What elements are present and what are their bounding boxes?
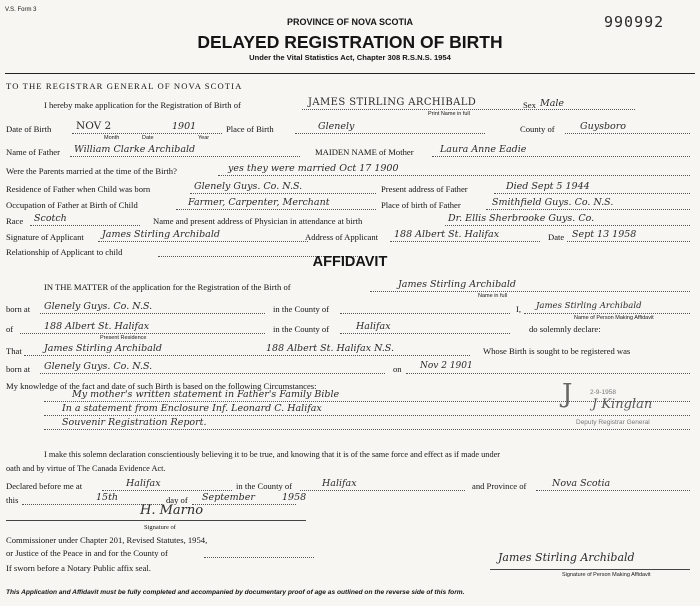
signature-of-hint: Signature of bbox=[144, 524, 176, 531]
father-label: Name of Father bbox=[6, 147, 60, 157]
person-signature: James Stirling Archibald bbox=[498, 551, 635, 564]
sex-label: Sex bbox=[523, 100, 536, 110]
father-birth-value: Smithfield Guys. Co. N.S. bbox=[492, 197, 614, 208]
dob-month: NOV 2 bbox=[76, 120, 112, 132]
knowledge-text: My knowledge of the fact and date of such Birth is based on the following Circumstances: bbox=[6, 381, 317, 391]
relationship-label: Relationship of Applicant to child bbox=[6, 247, 123, 257]
residence-value: Glenely Guys. Co. N.S. bbox=[194, 181, 303, 192]
document-subtitle: Under the Vital Statistics Act, Chapter 308 R.S.N.S. 1954 bbox=[249, 53, 451, 62]
solemn-text: I make this solemn declaration conscientiously believing it to be true, and knowing that it is of the same force and effect as if made under bbox=[44, 450, 501, 459]
pob-label: Place of Birth bbox=[226, 124, 274, 134]
justice-line bbox=[204, 557, 314, 558]
occupation-line bbox=[176, 209, 376, 210]
father-birth-line bbox=[486, 209, 690, 210]
name-line bbox=[302, 109, 635, 110]
month-value: September bbox=[202, 492, 255, 503]
province-line bbox=[536, 490, 690, 491]
dob-label: Date of Birth bbox=[6, 124, 52, 134]
declare-text: do solemnly declare: bbox=[529, 324, 601, 334]
province-heading: PROVINCE OF NOVA SCOTIA bbox=[286, 17, 413, 27]
justice-text: or Justice of the Peace in and for the County of bbox=[6, 548, 168, 558]
dob-line bbox=[72, 133, 222, 134]
year-hint: Year bbox=[198, 135, 210, 141]
county3-value: Halifax bbox=[322, 478, 357, 489]
married-label: Were the Parents married at the time of the Birth? bbox=[6, 166, 177, 176]
address-line bbox=[390, 241, 540, 242]
physician-value: Dr. Ellis Sherbrooke Guys. Co. bbox=[448, 213, 595, 224]
pob-line bbox=[295, 133, 485, 134]
race-line bbox=[30, 225, 140, 226]
date-label: Date bbox=[548, 232, 565, 242]
physician-label: Name and present address of Physician in attendance at birth bbox=[153, 216, 363, 226]
present-value: Died Sept 5 1944 bbox=[506, 181, 590, 192]
i-line bbox=[524, 313, 690, 314]
race-value: Scotch bbox=[34, 213, 67, 224]
dob-year: 1901 bbox=[172, 121, 197, 132]
signature-value: James Stirling Archibald bbox=[102, 229, 220, 240]
application-intro: I hereby make application for the Registration of Birth of bbox=[44, 100, 241, 110]
to-line: TO THE REGISTRAR GENERAL OF NOVA SCOTIA bbox=[6, 81, 243, 91]
name-in-full-hint: Name in full bbox=[478, 293, 508, 299]
residence-label: Residence of Father when Child was born bbox=[6, 184, 151, 194]
of-label: of bbox=[6, 324, 14, 334]
commissioner-line bbox=[6, 520, 306, 521]
in-county-label-2: in the County of bbox=[273, 324, 330, 334]
stamp-date: 2-9-1958 bbox=[590, 389, 617, 396]
form-number: V.S. Form 3 bbox=[5, 7, 37, 13]
stamp-mark: J bbox=[562, 379, 573, 409]
address-value: 188 Albert St. Halifax bbox=[394, 229, 500, 240]
county2-value: Halifax bbox=[356, 321, 391, 332]
signature-label: Signature of Applicant bbox=[6, 232, 84, 242]
residence-line bbox=[190, 193, 376, 194]
applicant-name: JAMES STIRLING ARCHIBALD bbox=[308, 97, 477, 108]
month-line bbox=[192, 504, 296, 505]
physician-line bbox=[445, 225, 690, 226]
declared-label: Declared before me at bbox=[6, 481, 83, 491]
person-sig-hint: Signature of Person Making Affidavit bbox=[562, 572, 651, 578]
father-birth-label: Place of birth of Father bbox=[381, 200, 461, 210]
race-label: Race bbox=[6, 216, 24, 226]
sex-value: Male bbox=[540, 98, 565, 109]
date-hint: Date bbox=[142, 135, 154, 141]
month-hint: Month bbox=[104, 135, 120, 141]
county-line bbox=[565, 133, 690, 134]
notary-text: If sworn before a Notary Public affix seal. bbox=[6, 563, 151, 573]
on-label: on bbox=[393, 364, 402, 374]
born-at2-line bbox=[40, 373, 385, 374]
stamp-text: Deputy Registrar General bbox=[576, 419, 650, 426]
that-name: James Stirling Archibald bbox=[44, 343, 162, 354]
father-value: William Clarke Archibald bbox=[74, 144, 196, 155]
matter-label: IN THE MATTER of the application for the Registration of the Birth of bbox=[44, 282, 291, 292]
stamp-signature: J Kinglan bbox=[592, 397, 653, 412]
mother-line bbox=[432, 156, 690, 157]
on-date: Nov 2 1901 bbox=[420, 361, 473, 371]
whose-text: Whose Birth is sought to be registered was bbox=[483, 346, 631, 356]
of-line bbox=[20, 333, 265, 334]
mother-label: MAIDEN NAME of Mother bbox=[315, 147, 414, 157]
of-address: 188 Albert St. Halifax bbox=[44, 321, 150, 332]
registrar-stamp bbox=[562, 379, 687, 436]
person-signature-line bbox=[490, 569, 690, 570]
on-line bbox=[406, 373, 690, 374]
born-at2-label: born at bbox=[6, 364, 31, 374]
married-value: yes they were married Oct 17 1900 bbox=[228, 163, 399, 174]
province-label: and Province of bbox=[472, 481, 527, 491]
document-title: DELAYED REGISTRATION OF BIRTH bbox=[197, 32, 503, 52]
matter-line bbox=[370, 291, 690, 292]
county-value: Guysboro bbox=[580, 121, 627, 132]
circumstance-2: In a statement from Enclosure Inf. Leonard C. Halifax bbox=[62, 403, 322, 414]
oath-text: oath and by virtue of The Canada Evidence Act. bbox=[6, 464, 166, 473]
in-county-label: in the County of bbox=[273, 304, 330, 314]
born-at-label: born at bbox=[6, 304, 31, 314]
declared-at: Halifax bbox=[126, 478, 161, 489]
circumstance-1: My mother's written statement in Father's Family Bible bbox=[72, 389, 340, 400]
that-line bbox=[24, 355, 470, 356]
pob-value: Glenely bbox=[318, 121, 355, 132]
present-label: Present address of Father bbox=[381, 184, 468, 194]
mother-value: Laura Anne Eadie bbox=[440, 144, 527, 155]
residence-hint: Present Residence bbox=[100, 335, 147, 341]
date-line bbox=[567, 241, 690, 242]
i-label: I, bbox=[516, 304, 522, 314]
father-line bbox=[70, 156, 300, 157]
occupation-value: Farmer, Carpenter, Merchant bbox=[188, 197, 330, 208]
declared-line bbox=[102, 490, 232, 491]
commissioner-signature: H. Marno bbox=[140, 503, 204, 518]
this-label: this bbox=[6, 495, 19, 505]
that-label: That bbox=[6, 346, 22, 356]
born-at-line bbox=[40, 313, 265, 314]
year-value: 1958 bbox=[282, 492, 307, 503]
matter-name: James Stirling Archibald bbox=[398, 279, 516, 290]
present-line bbox=[494, 193, 690, 194]
in-county-line bbox=[340, 313, 510, 314]
born-at-value: Glenely Guys. Co. N.S. bbox=[44, 301, 153, 312]
day-of-label: day of bbox=[166, 495, 188, 505]
born-at2-value: Glenely Guys. Co. N.S. bbox=[44, 361, 153, 372]
person-hint: Name of Person Making Affidavit bbox=[574, 315, 654, 321]
that-address: 188 Albert St. Halifax N.S. bbox=[266, 343, 394, 354]
circumstance-3: Souvenir Registration Report. bbox=[62, 417, 207, 428]
commissioner-text: Commissioner under Chapter 201, Revised Statutes, 1954, bbox=[6, 535, 208, 545]
name-hint: Print Name in full bbox=[428, 111, 470, 117]
county2-line bbox=[340, 333, 510, 334]
county-label: County of bbox=[520, 124, 555, 134]
address-label: Address of Applicant bbox=[305, 232, 379, 242]
county3-line bbox=[300, 490, 465, 491]
date-value: Sept 13 1958 bbox=[572, 229, 637, 240]
day-value: 15th bbox=[96, 492, 119, 503]
province-value: Nova Scotia bbox=[552, 478, 611, 489]
in-county2-label: in the County of bbox=[236, 481, 293, 491]
i-name: James Stirling Archibald bbox=[536, 301, 642, 311]
affidavit-heading: AFFIDAVIT bbox=[312, 254, 388, 270]
serial-number: 990992 bbox=[604, 13, 665, 31]
married-line bbox=[218, 175, 690, 176]
top-rule bbox=[5, 73, 695, 74]
signature-line bbox=[98, 241, 308, 242]
occupation-label: Occupation of Father at Birth of Child bbox=[6, 200, 138, 210]
footer-note: This Application and Affidavit must be fully completed and accompanied by documentary proof of age as outlined on the reverse side of this form. bbox=[6, 589, 465, 596]
